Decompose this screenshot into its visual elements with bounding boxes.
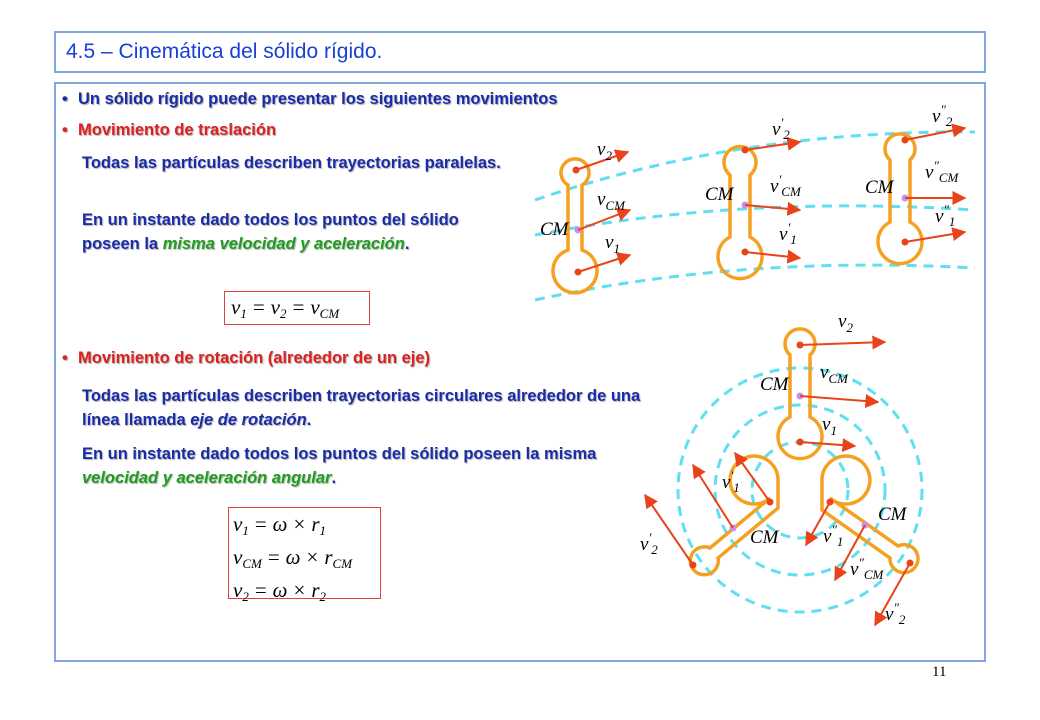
svg-text:CM: CM <box>750 527 779 548</box>
rotation-heading-text: Movimiento de rotación (alrededor de un eje) <box>78 349 431 367</box>
rotation-eq-2: $v_2 = \omega \times r_2$ <box>233 578 327 604</box>
translation-para-2-end: . <box>404 235 410 253</box>
label-v1-c: $v''_1$ <box>935 202 956 229</box>
arrow-v2-c <box>905 128 965 140</box>
svg-text:v″1: $v''_1$ <box>823 522 844 549</box>
rotation-para-2-end: . <box>331 469 337 487</box>
translation-para-2-start: En un instante dado todos los puntos del sólido poseen la <box>82 211 459 253</box>
translation-body-2 <box>718 147 762 279</box>
rotation-heading: • Movimiento de rotación (alrededor de un eje) <box>62 349 431 367</box>
svg-text:v1: $v_1$ <box>822 414 837 438</box>
translation-para-1: Todas las partículas describen trayectorias paralelas. <box>82 154 501 172</box>
svg-text:v′1: $v'_1$ <box>722 468 740 495</box>
arrow-v1-c <box>905 232 965 242</box>
rotation-para-1-start: Todas las partículas describen trayectorias circulares alrededor de una línea llamada <box>82 387 641 429</box>
label-vcm-a: $v_{CM}$ <box>597 189 625 213</box>
label-v2-c: $v''_2$ <box>932 102 953 129</box>
slide-title: 4.5 – Cinemática del sólido rígido. <box>66 40 383 63</box>
svg-text:v′2: $v'_2$ <box>640 530 658 557</box>
label-vcm-c: $v''_{CM}$ <box>925 158 959 185</box>
arrow-v1-a <box>578 255 630 272</box>
label-v1-b: $v'_1$ <box>779 220 797 247</box>
svg-text:v″CM: $v''_{CM}$ <box>850 555 884 582</box>
label-v2-b: $v'_2$ <box>772 115 790 142</box>
label-cm-a: CM <box>540 219 569 240</box>
translation-heading: • Movimiento de traslación <box>62 121 277 139</box>
svg-text:v″2: $v''_2$ <box>885 600 906 627</box>
translation-heading-text: Movimiento de traslación <box>78 121 277 139</box>
rotation-em-2: velocidad y aceleración angular <box>82 469 332 487</box>
svg-text:CM: CM <box>878 504 907 525</box>
rotation-trajectories <box>678 368 922 612</box>
arrow-v1-b <box>745 252 800 258</box>
rotation-para-2-start: En un instante dado todos los puntos del sólido poseen la misma <box>82 445 597 463</box>
rotation-body-left <box>690 456 778 575</box>
rotation-eq-cm: $v_{CM} = \omega \times r_{CM}$ <box>233 545 353 571</box>
translation-em: misma velocidad y aceleración <box>162 235 405 253</box>
rotation-em-1: eje de rotación <box>190 411 307 429</box>
rotation-eq-1: $v_1 = \omega \times r_1$ <box>233 512 327 538</box>
label-v1-a: $v_1$ <box>605 232 620 256</box>
intro-bullet-text: Un sólido rígido puede presentar los siguientes movimientos <box>78 90 558 108</box>
svg-text:v2: $v_2$ <box>838 311 853 335</box>
label-cm-c: CM <box>865 177 894 198</box>
page-number: 11 <box>932 664 947 680</box>
label-v2-a: $v_2$ <box>597 139 612 163</box>
label-vcm-b: $v'_{CM}$ <box>770 172 801 199</box>
svg-text:CM: CM <box>760 374 789 395</box>
label-cm-b: CM <box>705 184 734 205</box>
translation-equation-line: $v_1 = v_2 = v_{CM}$ <box>231 295 340 321</box>
rotation-para-1-end: . <box>306 411 312 429</box>
intro-bullet: • Un sólido rígido puede presentar los siguientes movimientos <box>62 90 558 108</box>
svg-text:vCM: $v_{CM}$ <box>820 362 848 386</box>
